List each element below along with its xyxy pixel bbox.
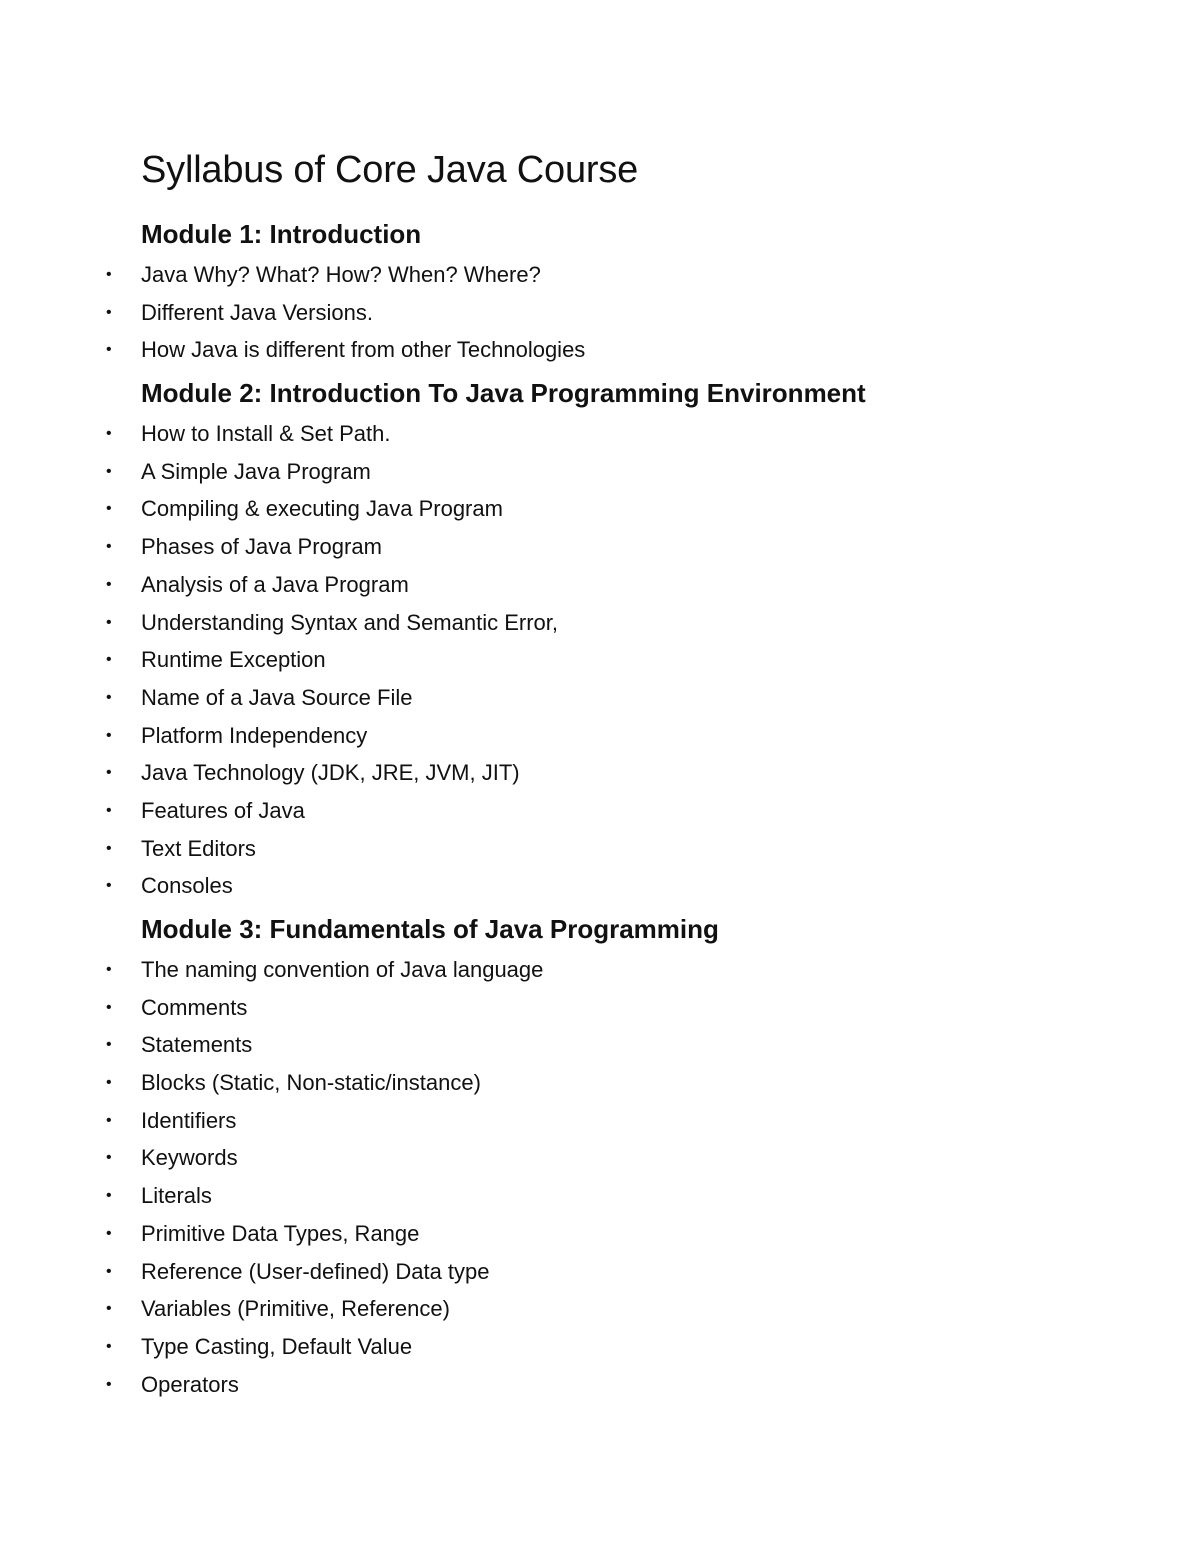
list-item xyxy=(106,1102,1200,1140)
document-title: Syllabus of Core Java Course xyxy=(141,149,639,191)
topic-text: Variables (Primitive, Reference) xyxy=(141,1296,450,1322)
module-heading: Module 1: Introduction xyxy=(141,219,422,249)
topic-text: Phases of Java Program xyxy=(141,534,382,560)
bullet-icon: • xyxy=(106,839,112,857)
bullet-icon: • xyxy=(106,613,112,631)
bullet-icon: • xyxy=(106,1375,112,1393)
bullet-icon: • xyxy=(106,575,112,593)
list-item xyxy=(106,1328,1200,1366)
list-item xyxy=(106,717,1200,755)
bullet-icon: • xyxy=(106,877,112,895)
list-item xyxy=(106,256,1200,294)
topic-text: Reference (User-defined) Data type xyxy=(141,1258,490,1284)
bullet-icon: • xyxy=(106,341,112,359)
topic-text: Different Java Versions. xyxy=(141,299,373,325)
module-heading: Module 3: Fundamentals of Java Programming xyxy=(141,914,719,944)
bullet-icon: • xyxy=(106,1300,112,1318)
bullet-icon: • xyxy=(106,1337,112,1355)
topic-text: Blocks (Static, Non-static/instance) xyxy=(141,1070,481,1096)
list-item xyxy=(106,989,1200,1027)
topic-text: Comments xyxy=(141,994,248,1020)
topic-text: Primitive Data Types, Range xyxy=(141,1220,420,1246)
list-item xyxy=(106,453,1200,491)
list-item xyxy=(106,1026,1200,1064)
topic-list xyxy=(106,951,1200,1403)
bullet-icon: • xyxy=(106,1111,112,1129)
topic-text: A Simple Java Program xyxy=(141,458,371,484)
list-item xyxy=(106,951,1200,989)
topic-text: Literals xyxy=(141,1183,212,1209)
list-item xyxy=(106,1064,1200,1102)
bullet-icon: • xyxy=(106,726,112,744)
topic-text: Statements xyxy=(141,1032,253,1058)
topic-text: Analysis of a Java Program xyxy=(141,571,409,597)
bullet-icon: • xyxy=(106,462,112,480)
topic-text: Features of Java xyxy=(141,797,305,823)
topic-text: How Java is different from other Technologies xyxy=(141,337,586,363)
list-item xyxy=(106,679,1200,717)
bullet-icon: • xyxy=(106,961,112,978)
module-section xyxy=(106,377,1200,905)
list-item xyxy=(106,1253,1200,1291)
topic-text: Keywords xyxy=(141,1145,238,1171)
topic-text: Platform Independency xyxy=(141,722,368,748)
bullet-icon: • xyxy=(106,266,112,283)
list-item xyxy=(106,331,1200,369)
topic-text: Runtime Exception xyxy=(141,647,326,673)
list-item xyxy=(106,294,1200,332)
list-item xyxy=(106,1366,1200,1404)
list-item xyxy=(106,415,1200,453)
list-item xyxy=(106,528,1200,566)
list-item xyxy=(106,604,1200,642)
bullet-icon: • xyxy=(106,998,112,1016)
bullet-icon: • xyxy=(106,425,112,443)
topic-text: Consoles xyxy=(141,873,233,899)
list-item xyxy=(106,1290,1200,1328)
topic-text: The naming convention of Java language xyxy=(141,957,544,982)
topic-text: Understanding Syntax and Semantic Error, xyxy=(141,609,559,635)
topic-list xyxy=(106,256,1200,369)
module-heading: Module 2: Introduction To Java Programming Environment xyxy=(141,378,866,409)
topic-text: Compiling & executing Java Program xyxy=(141,496,503,522)
bullet-icon: • xyxy=(106,1149,112,1167)
list-item xyxy=(106,1139,1200,1177)
bullet-icon: • xyxy=(106,801,112,819)
list-item xyxy=(106,830,1200,868)
list-item xyxy=(106,1215,1200,1253)
module-section xyxy=(106,913,1200,1403)
module-section xyxy=(106,218,1200,369)
bullet-icon: • xyxy=(106,1074,112,1092)
list-item xyxy=(106,867,1200,905)
topic-text: Java Technology (JDK, JRE, JVM, JIT) xyxy=(141,760,520,786)
modules-container xyxy=(106,218,1200,1403)
bullet-icon: • xyxy=(106,764,112,782)
topic-text: Type Casting, Default Value xyxy=(141,1333,413,1359)
list-item xyxy=(106,1177,1200,1215)
topic-text: Java Why? What? How? When? Where? xyxy=(141,262,541,287)
topic-text: Operators xyxy=(141,1371,239,1397)
bullet-icon: • xyxy=(106,1036,112,1054)
topic-list xyxy=(106,415,1200,905)
list-item xyxy=(106,566,1200,604)
list-item xyxy=(106,792,1200,830)
bullet-icon: • xyxy=(106,538,112,556)
bullet-icon: • xyxy=(106,1224,112,1242)
list-item xyxy=(106,754,1200,792)
bullet-icon: • xyxy=(106,688,112,706)
topic-text: Identifiers xyxy=(141,1107,237,1133)
list-item xyxy=(106,641,1200,679)
topic-text: How to Install & Set Path. xyxy=(141,421,391,447)
bullet-icon: • xyxy=(106,500,112,518)
list-item xyxy=(106,490,1200,528)
topic-text: Text Editors xyxy=(141,835,256,861)
bullet-icon: • xyxy=(106,651,112,669)
bullet-icon: • xyxy=(106,1187,112,1205)
topic-text: Name of a Java Source File xyxy=(141,684,413,710)
bullet-icon: • xyxy=(106,1262,112,1280)
bullet-icon: • xyxy=(106,303,112,321)
